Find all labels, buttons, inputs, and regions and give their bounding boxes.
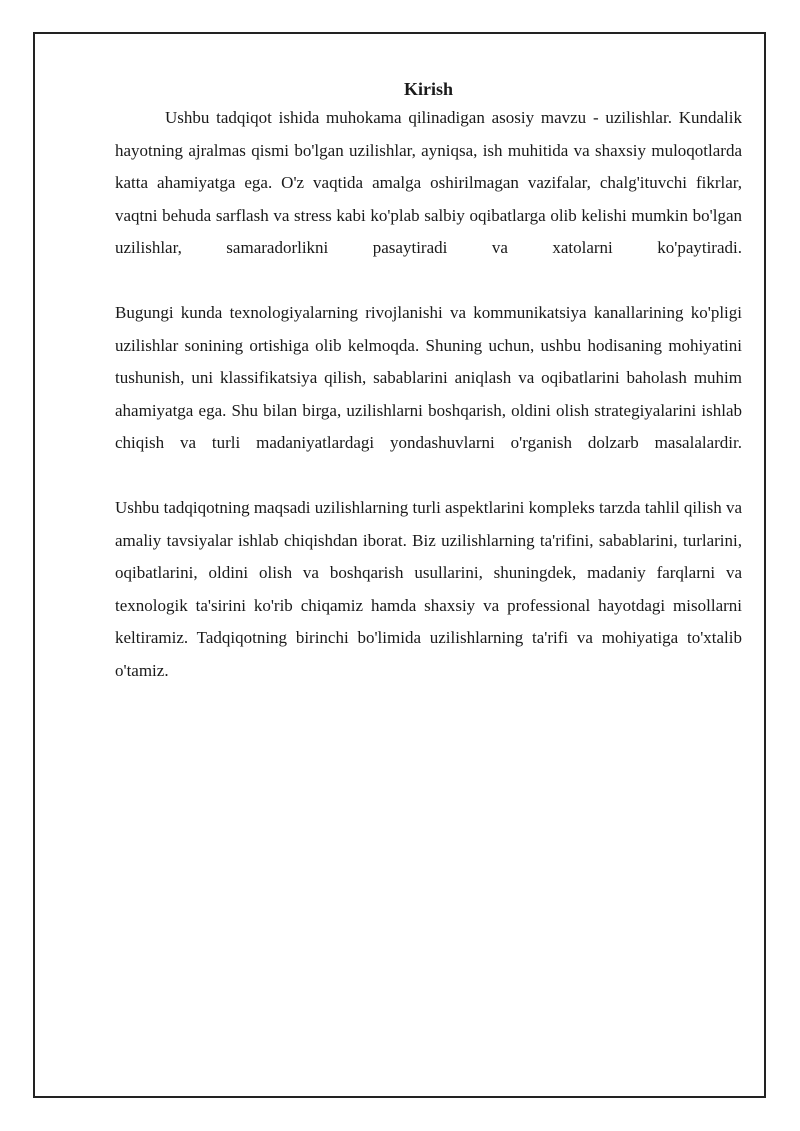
paragraph-goal: Ushbu tadqiqotning maqsadi uzilishlarning turli aspektlarini kompleks tarzda tahlil qilish va amaliy tavsiyalar ishlab chiqishdan iborat. Biz uzilishlarning ta'rifini, sabablarini, turlarini, oqibatlarini, oldini olish va boshqarish usullarini, shuningdek, madaniy farqlarni va texnologik ta'sirini ko'rib chiqamiz hamda shaxsiy va professional hayotdagi misollarni keltiramiz. Tadqiqotning birinchi bo'limida uzilishlarning ta'rifi va mohiyatiga to'xtalib o'tamiz. — [115, 497, 742, 680]
paragraph-spacer — [115, 460, 742, 492]
paragraph-context: Bugungi kunda texnologiyalarning rivojlanishi va kommunikatsiya kanallarining ko'pligi uzilishlar sonining ortishiga olib kelmoqda. Shuning uchun, ushbu hodisaning mohiyatini tushunish, uni klassifikatsiya qilish, sabablarini aniqlash va oqibatlarini baholash muhim ahamiyatga ega. Shu bilan birga, uzilishlarni boshqarish, oldini olish strategiyalarini ishlab chiqish va turli madaniyatlardagi yondashuvlarni o'rganish dolzarb masalalardir. — [115, 302, 742, 453]
document-title: Kirish — [403, 79, 453, 99]
paragraph-intro: Ushbu tadqiqot ishida muhokama qilinadigan asosiy mavzu - uzilishlar. Kundalik hayotning ajralmas qismi bo'lgan uzilishlar, ayniqsa, ish muhitida va shaxsiy muloqotlarda katta ahamiyatga ega. O'z vaqtida amalga oshirilmagan vazifalar, chalg'ituvchi fikrlar, vaqtni behuda sarflash va stress kabi ko'plab salbiy oqibatlarga olib kelishi mumkin bo'lgan uzilishlar, samaradorlikni pasaytiradi va xatolarni ko'paytiradi. — [115, 108, 742, 258]
paragraph-spacer — [115, 265, 742, 297]
document-body — [115, 76, 742, 688]
